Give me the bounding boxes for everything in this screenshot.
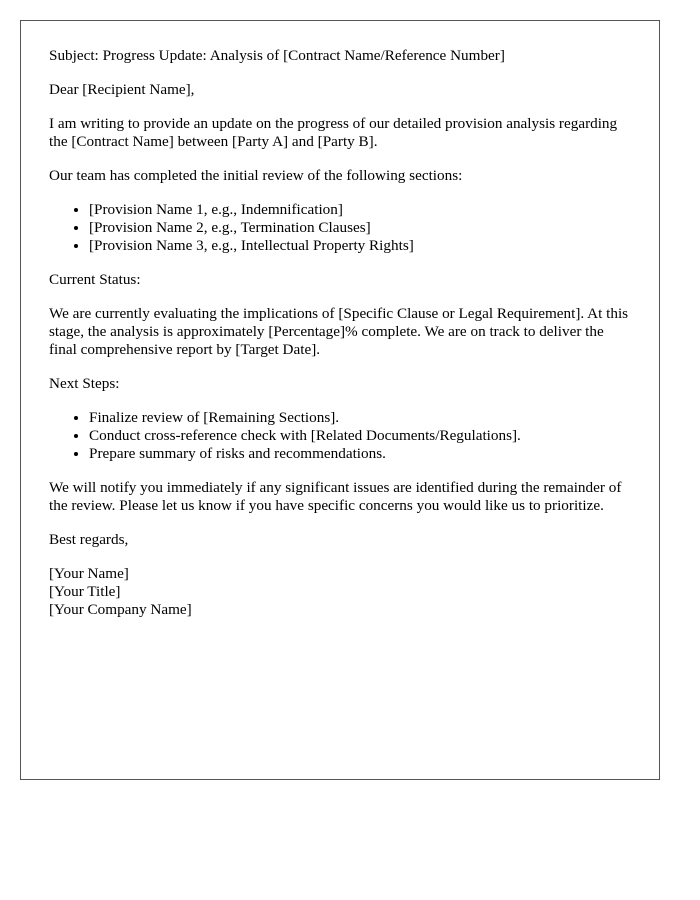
list-item: • Finalize review of [Remaining Sections]. [89, 409, 631, 427]
closing-paragraph: We will notify you immediately if any significant issues are identified during the remainder of the review. Please let us know if you have specific concerns you would like us to prioritize. [49, 479, 622, 514]
list-item: • Prepare summary of risks and recommendations. [89, 445, 631, 463]
signature-block [49, 565, 631, 619]
next-steps-list [49, 409, 631, 463]
intro-paragraph: I am writing to provide an update on the progress of our detailed provision analysis regarding the [Contract Name] between [Party A] and [Party B]. [49, 115, 618, 150]
signature-name: [Your Name] [49, 565, 129, 582]
completed-sections-intro: Our team has completed the initial review of the following sections: [49, 167, 463, 184]
list-item: • [Provision Name 3, e.g., Intellectual Property Rights] [89, 237, 631, 255]
sign-off: Best regards, [49, 531, 129, 548]
status-paragraph: We are currently evaluating the implications of [Specific Clause or Legal Requirement]. At this stage, the analysis is approximately [Percentage]% complete. We are on track to deliver the final comprehensive report by [Target Date]. [49, 305, 629, 358]
signature-title: [Your Title] [49, 583, 121, 600]
greeting: Dear [Recipient Name], [49, 81, 195, 98]
subject-line: Subject: Progress Update: Analysis of [Contract Name/Reference Number] [49, 47, 505, 64]
list-item: • [Provision Name 1, e.g., Indemnification] [89, 201, 631, 219]
status-heading: Current Status: [49, 271, 141, 288]
letter-page [20, 20, 660, 780]
completed-sections-list [49, 201, 631, 255]
next-steps-heading: Next Steps: [49, 375, 120, 392]
list-item: • [Provision Name 2, e.g., Termination Clauses] [89, 219, 631, 237]
signature-company: [Your Company Name] [49, 601, 192, 618]
list-item: • Conduct cross-reference check with [Related Documents/Regulations]. [89, 427, 631, 445]
